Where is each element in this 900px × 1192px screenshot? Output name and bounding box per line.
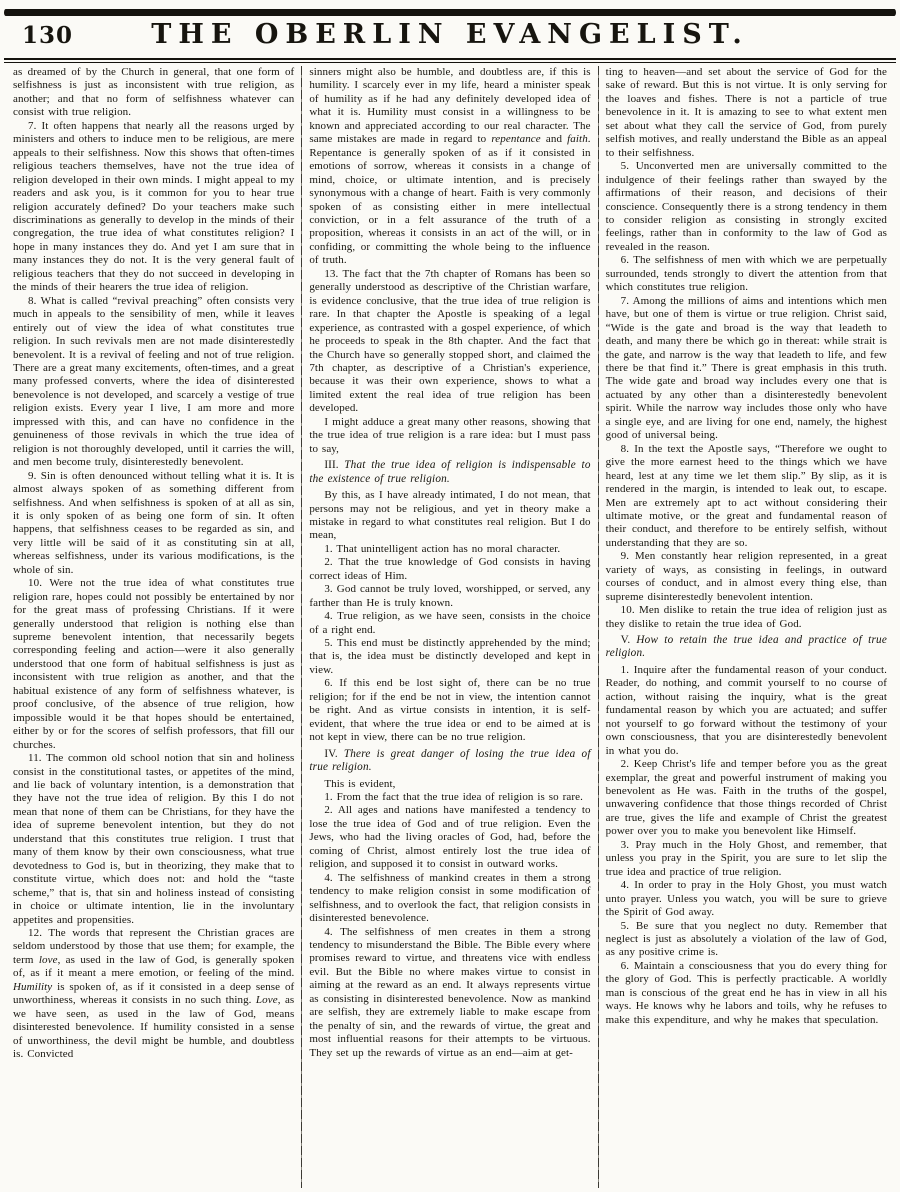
paragraph: 6. The selfishness of men with which we are perpetually surrounded, tends strongly to divert the attention from that which constitutes true religion. (605, 254, 887, 294)
paragraph: 5. This end must be distinctly apprehended by the mind; that is, the idea must be distinctly developed and kept in view. (309, 637, 591, 676)
section-heading: III. That the true idea of religion is indispensable to the existence of true religion. (309, 459, 591, 485)
section-heading: V. How to retain the true idea and practice of true religion. (605, 634, 887, 660)
paragraph: 2. All ages and nations have manifested a tendency to lose the true idea of God and of true religion. Even the Jews, who had the living oracles of God, had, before the coming of Christ, almost entirely lost the true idea of religion, and supposed it to consist in outward works. (309, 804, 591, 871)
paragraph: 2. Keep Christ's life and temper before you as the great exemplar, the great and powerful instrument of making you benevolent as He was. Faith in the truths of the gospel, unwavering confidence that those things recorded of Christ are true, gives the life and example of Christ the greatest power over you to make you benevolent like Himself. (605, 758, 887, 838)
paragraph: By this, as I have already intimated, I do not mean, that persons may not be religious, and yet in theory make a mistake in regard to what constitutes real religion. But I do mean, (309, 489, 591, 542)
paragraph: 3. Pray much in the Holy Ghost, and remember, that unless you pray in the Spirit, you are sure to let slip the true idea and practice of true religion. (605, 838, 887, 878)
paragraph: 4. The selfishness of mankind creates in them a strong tendency to make religion consist in some modification of selfishness, and to overlook the fact, that religion consists in disinterested benevolence. (309, 871, 591, 925)
paragraph: ting to heaven—and set about the service of God for the sake of reward. But this is not virtue. It is only serving for the loaves and fishes. There is not a particle of true benevolence in it. It is amazing to see to what extent men set about what they call the service of God, from purely selfish motives, and really understand the Bible as an appeal to their selfishness. (605, 66, 887, 159)
paragraph: 6. Maintain a consciousness that you do every thing for the glory of God. This is perfectly practicable. A worldly man is conscious of the great end he has in view in all his ways. He knows why he labors and toils, why he refuses to make this expenditure, and why he makes that speculation. (605, 959, 887, 1026)
paragraph: 4. The selfishness of men creates in them a strong tendency to misunderstand the Bible. The Bible every where promises reward to virtue, and threatens vice with endless evil. But the Bible no where makes virtue to consist in aiming at the reward as an end. It always represents virtue as consisting in disinterested benevolence. Now as mankind are selfish, they are extremely liable to make escape from the penalty of sin, and the rewards of virtue, the great and most influential reasons for their attempts to be virtuous. They set up the rewards of virtue as an end—aim at get- (309, 925, 591, 1059)
paragraph: 7. It often happens that nearly all the reasons urged by ministers and others to induce men to be religious, are mere appeals to their selfishness. Now this shows that often-times religious teachers themselves, have not the true idea of religion developed in their own minds. I might appeal to my readers and ask you, is it common for you to hear true religion accurately defined? Do your teachers make such discriminations as generally to develop in the minds of their congregation, the true idea of what constitutes religion? I hope in many instances they do. And yet I am sure that in many instances they do not. It is the very general fault of religious teachers that they do not succeed in developing in the minds of their hearers the true idea of religion. (13, 119, 295, 294)
section-heading: IV. There is great danger of losing the true idea of true religion. (309, 747, 591, 774)
paragraph: 4. True religion, as we have seen, consists in the choice of a right end. (309, 610, 591, 636)
paragraph: 10. Men dislike to retain the true idea of religion just as they dislike to retain the true idea of God. (605, 604, 887, 630)
text-columns (6, 66, 894, 1188)
paragraph: 9. Men constantly hear religion represented, in a great variety of ways, as consisting in feelings, in outward courses of conduct, and in almost every thing else, than supreme disinterestedly benevolent intention. (605, 550, 887, 603)
page-number: 130 (22, 22, 74, 49)
masthead-title: THE OBERLIN EVANGELIST. (151, 19, 749, 50)
paragraph: 12. The words that represent the Christian graces are seldom understood by those that use them; for example, the term love, as used in the law of God, is generally spoken of, as if it meant a mere emotion, or feeling of the mind. Humility is spoken of, as if it consisted in a deep sense of unworthiness, whereas it consists in no such thing. Love, as we have seen, as used in the law of God, means disinterested benevolence. If humility consisted in a sense of unworthiness, the devil might be humble, and doubtless is. Convicted (13, 927, 295, 1061)
top-rule (4, 9, 896, 16)
column-1 (6, 66, 301, 1188)
paragraph: 1. From the fact that the true idea of religion is so rare. (324, 791, 583, 804)
paragraph: 3. God cannot be truly loved, worshipped, or served, any farther than He is truly known. (309, 583, 591, 609)
masthead-rule (4, 58, 896, 63)
paragraph: sinners might also be humble, and doubtless are, if this is humility. I scarcely ever in my life, heard a minister speak of humility as if he had any definitely developed idea of what it is. Humility must consist in a willingness to be known and appreciated according to our real character. The same mistakes are made in regard to repentance and faith. Repentance is generally spoken of as if it consisted in emotions of sorrow, whereas it consists in a change of mind, choice, or ultimate intention, and is precisely synonymous with a change of heart. Faith is very commonly spoken of as consisting either in mere intellectual conviction, or in a felt assurance of the truth of a proposition, whereas it consists in an act of the will, or in confiding, or committing the whole being to the influence of truth. (309, 66, 591, 267)
paragraph: 10. Were not the true idea of what constitutes true religion rare, hopes could not possibly be entertained by nor for the great mass of professing Christians. If it were generally understood that religion is nothing else than supreme benevolent intention, that necessarily begets corresponding feeling and action—were it also generally understood that one form of habitual selfishness is just as inconsistent with true religion as another, and that the habitual existence of any form of selfishness whatever, is proof conclusive, of the absence of true religion, how impossible would it be that hopes should be entertained, either by or for the scores of selfish professors, that fill our churches. (13, 577, 295, 751)
paragraph: This is evident, (324, 777, 396, 790)
paragraph: 8. In the text the Apostle says, “Therefore we ought to give the more earnest heed to the things which we have heard, lest at any time we let them slip.” By slip, as it is rendered in the margin, is intended to leak out, to escape. Men are extremely apt to act without considering their ultimate motive, or the great and fundamental reason of their conduct, and therefore to be entirely selfish, without understanding that they are so. (605, 442, 887, 549)
paragraph: 13. The fact that the 7th chapter of Romans has been so generally understood as descriptive of the Christian warfare, is evidence conclusive, that the true idea of true religion is rare. In that chapter the Apostle is speaking of a legal experience, as contrasted with a gospel experience, of which he proceeds to speak in the 8th chapter. And the fact that the Church have so generally stopped short, and claimed the 7th chapter, as descriptive of a Christian's experience, because it was their own experience, shows to what a limited extent the real idea of true religion has been developed. (309, 267, 591, 415)
paragraph: 11. The common old school notion that sin and holiness consist in the constitutional tastes, or appetites of the mind, and lie back of voluntary intention, is a demonstration that they have not the true idea of religion. By this I do not mean that none of them can be Christians, for they have the idea of supreme benevolent intention, but they do not understand that this constitutes true religion. I trust that many of them know by their own consciousness, what true devotedness to God is, but in theorizing, they make that to constitute virtue, which does not: and hold the “taste scheme,” that is, that sin and holiness instead of consisting in choice or ultimate intention, lie in the involuntary appetites and propensities. (13, 752, 295, 926)
paragraph: I might adduce a great many other reasons, showing that the true idea of true religion is a rare idea: but I must pass to say, (309, 415, 591, 455)
paragraph: 5. Be sure that you neglect no duty. Remember that neglect is just as absolutely a violation of the law of God, as any positive crime is. (605, 919, 887, 959)
paragraph: 1. That unintelligent action has no moral character. (324, 542, 561, 555)
paragraph: 8. What is called “revival preaching” often consists very much in appeals to the sensibility of men, while it leaves entirely out of view the idea of what constitutes true religion. In such revivals men are not made disinterestedly benevolent. It is a revival of feeling and not of true religion. There are a great many excitements, often-times, and a great many professed converts, where the idea of disinterested benevolence is not developed, and scarcely a vestige of true religion exists. Every year I live, I am more and more impressed with this, and can have no confidence in the genuineness of those revivals in which the true idea of religion is not thoroughly developed, until it carries the will, and men become truly, disinterestedly benevolent. (13, 294, 295, 469)
paragraph: 4. In order to pray in the Holy Ghost, you must watch unto prayer. Unless you watch, you will be sure to grieve the Spirit of God away. (605, 879, 887, 919)
paragraph: as dreamed of by the Church in general, that one form of selfishness is just as inconsistent with true religion, as another; and that no form of selfishness whatever can consist with true religion. (13, 66, 295, 119)
paragraph: 2. That the true knowledge of God consists in having correct ideas of Him. (309, 556, 591, 582)
paragraph: 6. If this end be lost sight of, there can be no true religion; for if the end be not in view, the intention cannot be right. And as virtue consists in intention, it is self-evident, that where the true idea or end to be aimed at is not kept in view, there can be no true religion. (309, 677, 591, 744)
paragraph: 5. Unconverted men are universally committed to the indulgence of their feelings rather than swayed by the affirmations of their reason, and decisions of their conscience. Consequently there is a strong tendency in them to consider religion as consisting in strongly excited feelings, rather than in conformity to the law of God as revealed in the reason. (605, 160, 887, 253)
paragraph: 7. Among the millions of aims and intentions which men have, but one of them is virtue or true religion. Christ said, “Wide is the gate and broad is the way that leadeth to death, and many there be which go in thereat: while strait is the gate, and narrow is the way that leadeth to life, and few there be that find it.” There is great emphasis in this truth. The wide gate and broad way includes every one that is actuated by any other than a disinterestedly benevolent spirit. While the narrow way includes those only who have a single eye, and are living for one end, namely, the highest good of universal being. (605, 294, 887, 442)
masthead (0, 16, 900, 56)
paragraph: 9. Sin is often denounced without telling what it is. It is almost always spoken of as something different from selfishness. And when selfishness is spoken of at all as sin, it is only spoken of as being one form of sin. It often happens, that selfishness ceases to be regarded as sin, and very little will be said of it as constituting sin at all, whereas selfishness, under its various modifications, is the whole of sin. (13, 469, 295, 576)
column-3 (599, 66, 894, 1188)
paragraph: 1. Inquire after the fundamental reason of your conduct. Reader, do nothing, and commit yourself to no course of action, without raising the inquiry, what is the great fundamental reason by which you are actuated; and suffer not yourself to go forward without the testimony of your own consciousness, that you are disinterestedly benevolent in what you do. (605, 663, 887, 757)
column-2 (302, 66, 597, 1188)
